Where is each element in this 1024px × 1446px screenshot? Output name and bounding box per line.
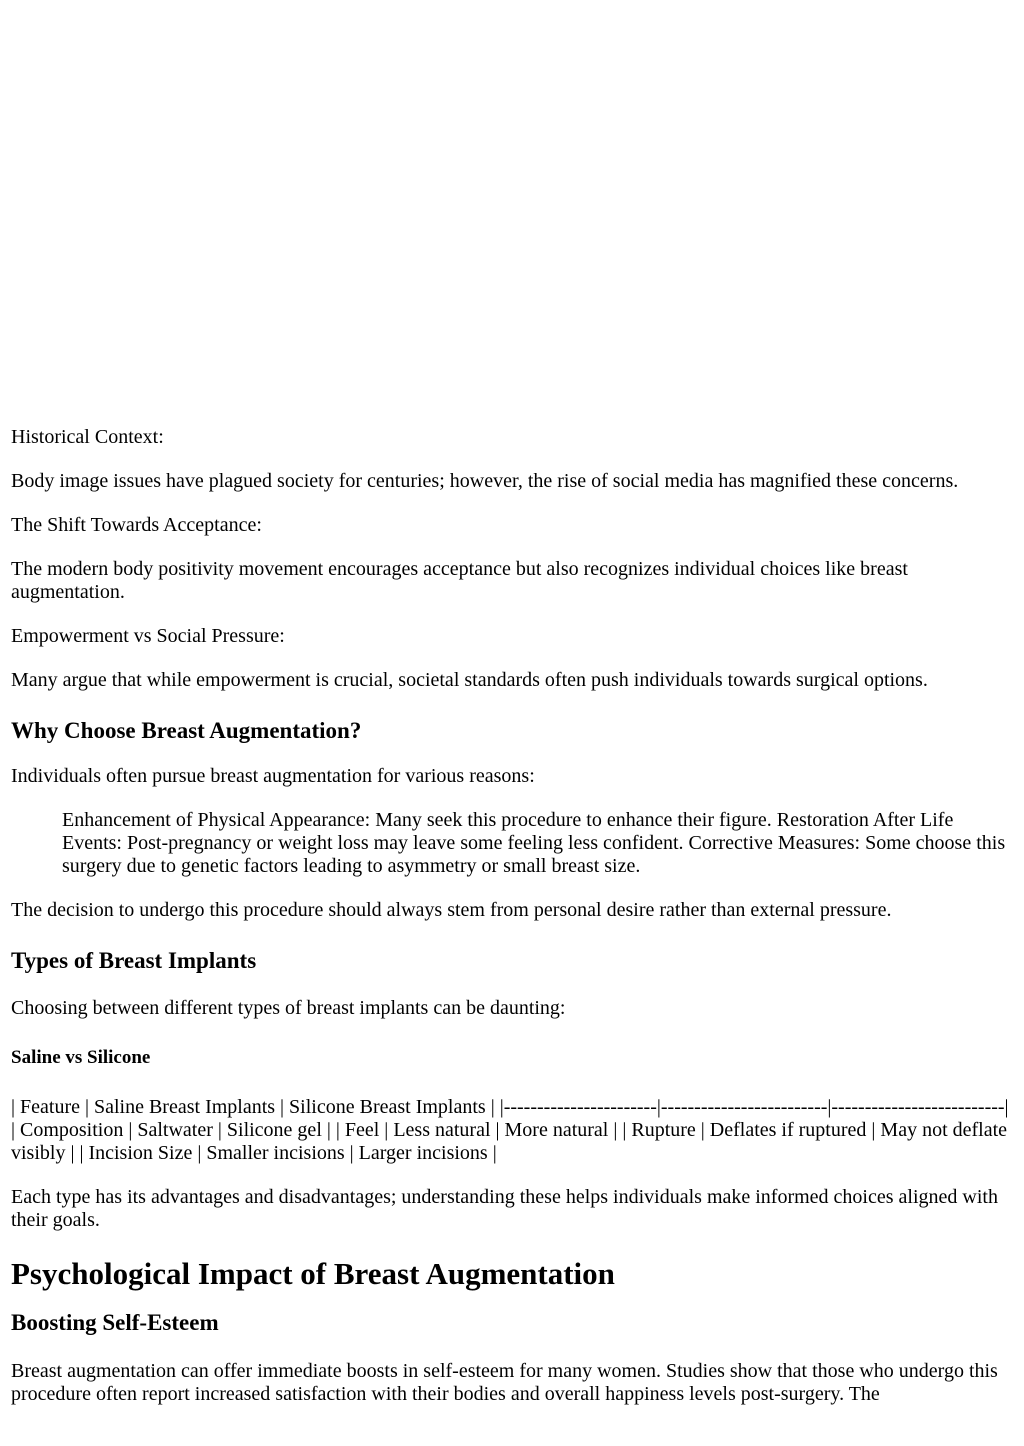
reasons-quote: Enhancement of Physical Appearance: Many seek this procedure to enhance their figure. Restoration After Life Events: Post-pregnancy or weight loss may leave some feeling less confident. Corrective Measures: Some choose this surgery due to genetic factors leading to asymmetry or small breast size. xyxy=(62,809,1006,877)
why-choose-intro: Individuals often pursue breast augmentation for various reasons: xyxy=(11,765,535,787)
empowerment-text: Many argue that while empowerment is crucial, societal standards often push individuals towards surgical options. xyxy=(11,669,928,691)
self-esteem-heading: Boosting Self-Esteem xyxy=(11,1310,219,1335)
types-heading: Types of Breast Implants xyxy=(11,948,257,973)
blank-area xyxy=(0,0,1024,426)
historical-context-label: Historical Context: xyxy=(11,426,164,448)
empowerment-label: Empowerment vs Social Pressure: xyxy=(11,625,285,647)
decision-text: The decision to undergo this procedure should always stem from personal desire rather than external pressure. xyxy=(11,899,892,921)
comparison-table-text: | Feature | Saline Breast Implants | Silicone Breast Implants | |-----------------------|-------------------------|--------------------------| | Composition | Saltwater | Silicone gel | | Feel | Less natural | More natural | | Rupture | Deflates if ruptured | May not deflate visibly | | Incision Size | Smaller incisions | Larger incisions | xyxy=(11,1096,1009,1164)
types-summary: Each type has its advantages and disadvantages; understanding these helps individuals make informed choices aligned with their goals. xyxy=(11,1186,998,1231)
shift-text: The modern body positivity movement encourages acceptance but also recognizes individual choices like breast augmentation. xyxy=(11,558,908,603)
saline-silicone-heading: Saline vs Silicone xyxy=(11,1047,151,1068)
types-intro: Choosing between different types of breast implants can be daunting: xyxy=(11,997,566,1019)
self-esteem-text: Breast augmentation can offer immediate boosts in self-esteem for many women. Studies show that those who undergo this procedure often report increased satisfaction with their bodies and overall happiness levels post-surgery. The xyxy=(11,1360,998,1405)
article-content xyxy=(0,426,1024,1406)
psych-heading: Psychological Impact of Breast Augmentation xyxy=(11,1256,615,1291)
historical-context-text: Body image issues have plagued society for centuries; however, the rise of social media has magnified these concerns. xyxy=(11,470,959,492)
why-choose-heading: Why Choose Breast Augmentation? xyxy=(11,718,362,743)
shift-label: The Shift Towards Acceptance: xyxy=(11,514,262,536)
